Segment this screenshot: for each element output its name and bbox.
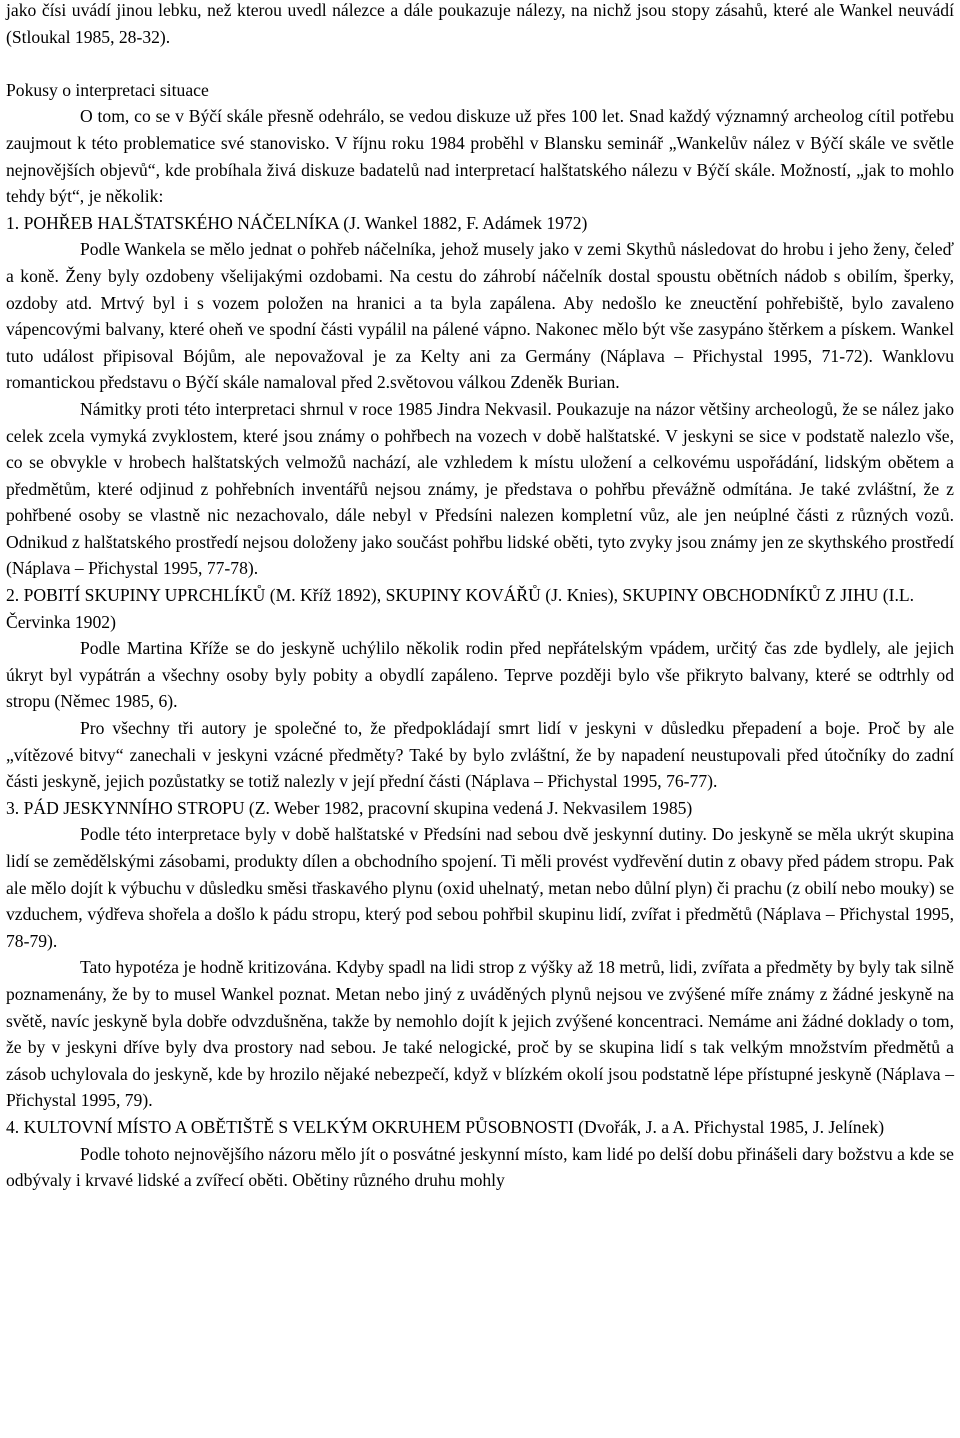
text-paragraph: Podle Wankela se mělo jednat o pohřeb náčelníka, jehož musely jako v zemi Skythů následovat do hrobu i jeho ženy, čeleď a koně. Ženy byly ozdobeny všelijakými ozdobami. Na cestu do záhrobí náčelník dostal spoustu obětních nádob s obilím, šperky, ozdoby atd. Mrtvý byl i s vozem položen na hranici a ta byla zapálena. Aby nedošlo ke zneuctění pohřebiště, bylo zavaleno vápencovými balvany, které oheň ve spodní části vypálil na pálené vápno. Nakonec mělo být vše zasypáno štěrkem a pískem. Wankel tuto událost připisoval Bójům, ale nepovažoval je za Kelty ani za Germány (Náplava – Přichystal 1995, 71-72). Wanklovu romantickou představu o Býčí skále namaloval před 2.světovou válkou Zdeněk Burian. xyxy=(6,239,954,393)
text-paragraph: Podle Martina Kříže se do jeskyně uchýlilo několik rodin před nepřátelským vpádem, určitý čas zde bydlely, ale jejich úkryt byl vypátrán a všechny osoby byly pobity a obydlí zapáleno. Teprve později bylo vše přikryto balvany, které se odtrhly od stropu (Němec 1985, 6). xyxy=(6,638,954,712)
text-paragraph: Podle tohoto nejnovějšího názoru mělo jít o posvátné jeskynní místo, kam lidé po delší dobu přinášeli dary božstvu a kde se odbývaly i krvavé lidské a zvířecí oběti. Obětiny různého druhu mohly xyxy=(6,1143,954,1191)
text-paragraph: Pro všechny tři autory je společné to, že předpokládají smrt lidí v jeskyni v důsledku přepadení a boje. Proč by ale „vítězové bitvy“ zanechali v jeskyni vzácné předměty? Také by bylo zvláštní, že by napadení neustupovali před útočníky do zadní části jeskyně, jejich pozůstatky se totiž nalezly v její přední části (Náplava – Přichystal 1995, 76-77). xyxy=(6,718,954,792)
section-heading: 4. KULTOVNÍ MÍSTO A OBĚTIŠTĚ S VELKÝM OKRUHEM PŮSOBNOSTI (Dvořák, J. a A. Přichystal 1985, J. Jelínek) xyxy=(6,1116,885,1137)
text-paragraph: Podle této interpretace byly v době halštatské v Předsíni nad sebou dvě jeskynní dutiny. Do jeskyně se měla ukrýt skupina lidí se zemědělskými zásobami, produkty dílen a obchodního spojení. Ti měli provést vydřevění dutin z obavy před pádem stropu. Pak ale mělo dojít k výbuchu v důsledku směsi třaskavého plynu (oxid uhelnatý, metan nebo důlní plyn) či prachu (z obilí nebo mouky) se vzduchem, výdřeva shořela a došlo k pádu stropu, který pod sebou pohřbil skupinu lidí, zvířat i předmětů (Náplava – Přichystal 1995, 78-79). xyxy=(6,824,954,951)
section-heading: 3. PÁD JESKYNNÍHO STROPU (Z. Weber 1982, pracovní skupina vedená J. Nekvasilem 1985) xyxy=(6,797,693,818)
text-paragraph: Námitky proti této interpretaci shrnul v roce 1985 Jindra Nekvasil. Poukazuje na názor většiny archeologů, že se nález jako celek zcela vymyká zvyklostem, které jsou známy o pohřbech na vozech v době halštatské. V jeskyni se sice v podstatě nalezlo vše, co se obvykle v hrobech halštatských velmožů nachází, ale vzhledem k místu uložení a celkovému uspořádání, lidským obětem a předmětům, které odjinud z pohřebních inventářů nejsou známy, je představa o pohřbu převážně odmítána. Je také zvláštní, že z pohřbené osoby se vlastně nic nezachovalo, dále nebyl v Předsíni nalezen kompletní vůz, ale jen neúplné části z různých vozů. Odnikud z halštatského prostředí nejsou doloženy jako součást pohřbu lidské oběti, tyto zvyky jsou známy jen ze skythského prostředí (Náplava – Přichystal 1995, 77-78). xyxy=(6,398,954,579)
section-heading: 2. POBITÍ SKUPINY UPRCHLÍKŮ (M. Kříž 1892), SKUPINY KOVÁŘŮ (J. Knies), SKUPINY OBCHODNÍKŮ Z JIHU (I.L. Červinka 1902) xyxy=(6,585,915,632)
text-paragraph: Tato hypotéza je hodně kritizována. Kdyby spadl na lidi strop z výšky až 18 metrů, lidi, zvířata a předměty by byly tak silně poznamenány, že by to musel Wankel poznat. Metan nebo jiný z uváděných plynů nejsou ve zvýšené míře známy z žádné jeskyně na světě, navíc jeskyně byla dobře odvzdušněna, takže by nemohlo dojít k jejich zvýšené koncentraci. Nemáme ani žádné doklady o tom, že by v jeskyni dříve byly dva prostory nad sebou. Je také nelogické, proč by se skupina lidí s tak velkým množstvím předmětů a zásob uchylovala do jeskyně, kde by hrozilo nějaké nebezpečí, když v blízkém okolí jsou podstatně lépe přístupné jeskyně (Náplava – Přichystal 1995, 79). xyxy=(6,957,954,1111)
text-paragraph: O tom, co se v Býčí skále přesně odehrálo, se vedou diskuze už přes 100 let. Snad každý významný archeolog cítil potřebu zaujmout k této problematice své stanovisko. V říjnu roku 1984 proběhl v Blansku seminář „Wankelův nález v Býčí skále ve světle nejnovějších objevů“, kde probíhala živá diskuze badatelů nad interpretací halštatského nálezu v Býčí skále. Možností, „jak to mohlo tehdy být“, je několik: xyxy=(6,106,954,207)
section-heading: Pokusy o interpretaci situace xyxy=(6,79,209,100)
text-paragraph: jako čísi uvádí jinou lebku, než kterou uvedl nálezce a dále poukazuje nálezy, na nichž jsou stopy zásahů, které ale Wankel neuvádí (Stloukal 1985, 28-32). xyxy=(6,0,954,47)
section-heading: 1. POHŘEB HALŠTATSKÉHO NÁČELNÍKA (J. Wankel 1882, F. Adámek 1972) xyxy=(6,212,588,233)
